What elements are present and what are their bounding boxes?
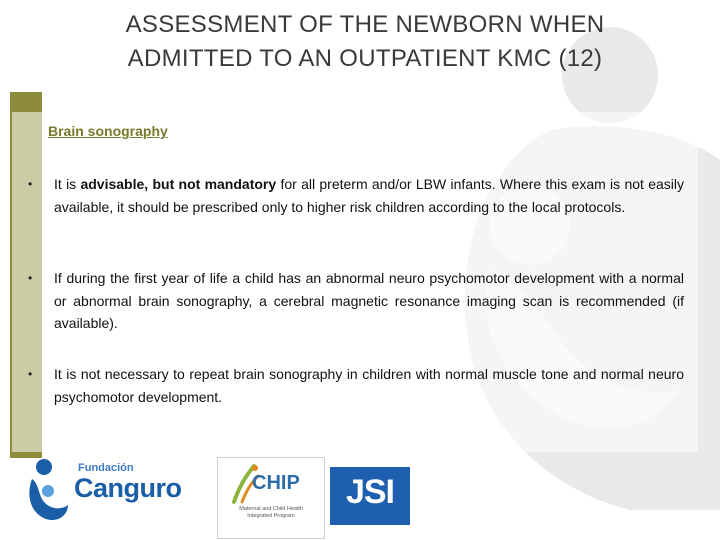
- fundacion-canguro-logo: [24, 455, 182, 525]
- bullet-item: [28, 267, 688, 335]
- bullet-marker: •: [28, 367, 33, 381]
- jsi-logo: [330, 467, 410, 525]
- bullet-marker: •: [28, 271, 33, 285]
- bullet-text-part: It is not necessary to repeat brain sonography in children with normal muscle tone and normal neuro psychomotor development.: [54, 366, 684, 405]
- bullet-text: [54, 267, 688, 335]
- mchip-logo: [217, 457, 325, 539]
- bullet-item: [28, 173, 688, 218]
- bullet-item: [28, 363, 688, 408]
- bullet-text-part: If during the first year of life a child has an abnormal neuro psychomotor development with a normal or abnormal brain sonography, a cerebral magnetic resonance imaging scan is recommended (if available).: [54, 270, 684, 331]
- canguro-figure-icon: [24, 455, 74, 525]
- jsi-logo-text: JSI: [345, 473, 395, 511]
- bullet-marker: •: [28, 177, 33, 191]
- section-heading: Brain sonography: [48, 123, 168, 139]
- bullet-text: [54, 173, 688, 218]
- canguro-logo-text: Canguro: [74, 473, 182, 503]
- slide-title: ASSESSMENT OF THE NEWBORN WHEN ADMITTED TO AN OUTPATIENT KMC (12): [125, 11, 605, 72]
- canguro-logo-small-text: Fundación: [78, 462, 134, 474]
- bullet-text-bold: advisable, but not mandatory: [80, 176, 277, 192]
- bullet-text: [54, 363, 688, 408]
- mchip-logo-caption: Maternal and Child Health Integrated Program: [239, 506, 303, 519]
- bullet-text-part: for all preterm and/or LBW infants. Where this exam is not easily available, it should be prescribed only to higher risk children according to the local protocols.: [54, 176, 685, 215]
- bullet-text-part: It is: [54, 176, 81, 192]
- mchip-logo-text: CHIP: [252, 472, 300, 494]
- logo-strip: [0, 455, 720, 540]
